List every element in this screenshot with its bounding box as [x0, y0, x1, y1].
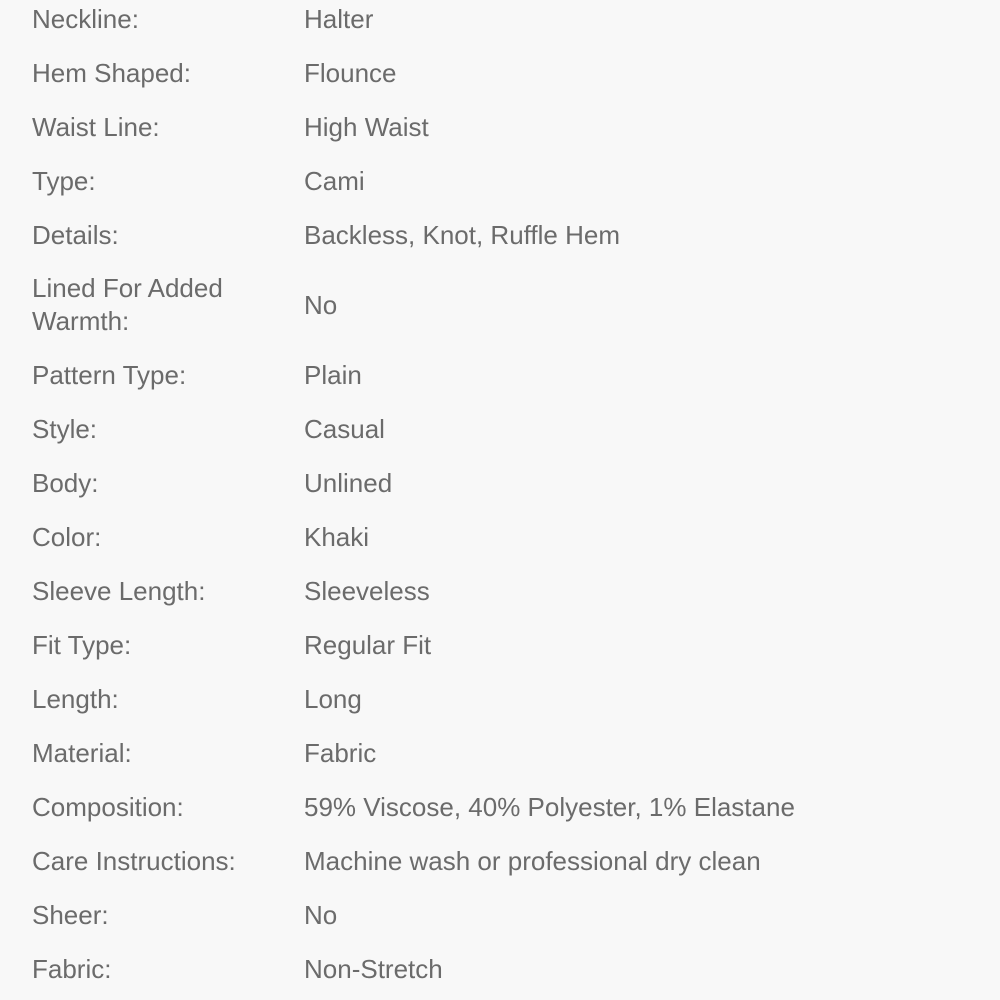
- spec-row-style: [32, 402, 972, 456]
- spec-row-material: [32, 726, 972, 780]
- spec-value: Sleeveless: [304, 575, 430, 606]
- spec-row-sheer: [32, 888, 972, 942]
- spec-row-waist-line: [32, 100, 972, 154]
- spec-value: Non-Stretch: [304, 953, 443, 984]
- spec-value: No: [304, 899, 338, 930]
- spec-label: Sleeve Length:: [32, 575, 206, 606]
- spec-value: Fabric: [304, 737, 377, 768]
- spec-label: Composition:: [32, 791, 184, 822]
- spec-label: Material:: [32, 737, 132, 768]
- spec-row-fit-type: [32, 618, 972, 672]
- spec-row-care-instructions: [32, 834, 972, 888]
- product-specs-list: [32, 0, 972, 996]
- spec-value: Flounce: [304, 57, 397, 88]
- spec-label: Neckline:: [32, 3, 139, 34]
- spec-label: Body:: [32, 467, 99, 498]
- spec-label: Hem Shaped:: [32, 57, 191, 88]
- spec-row-details: [32, 208, 972, 262]
- spec-value: Backless, Knot, Ruffle Hem: [304, 219, 620, 250]
- spec-value: Long: [304, 683, 362, 714]
- spec-row-type: [32, 154, 972, 208]
- spec-row-neckline: [32, 0, 972, 46]
- spec-row-composition: [32, 780, 972, 834]
- spec-value: 59% Viscose, 40% Polyester, 1% Elastane: [304, 791, 795, 822]
- spec-value: Regular Fit: [304, 629, 432, 660]
- spec-label: Pattern Type:: [32, 359, 187, 390]
- spec-value: Casual: [304, 413, 385, 444]
- spec-label: Waist Line:: [32, 111, 160, 142]
- spec-value: Halter: [304, 3, 374, 34]
- spec-row-lined-for-added-warmth: [32, 262, 972, 348]
- spec-value: Plain: [304, 359, 362, 390]
- spec-label: Fabric:: [32, 953, 112, 984]
- spec-row-hem-shaped: [32, 46, 972, 100]
- spec-row-sleeve-length: [32, 564, 972, 618]
- spec-row-color: [32, 510, 972, 564]
- spec-value: Machine wash or professional dry clean: [304, 845, 761, 876]
- spec-label: Lined For Added Warmth:: [32, 273, 223, 336]
- spec-value: No: [304, 289, 338, 320]
- spec-label: Sheer:: [32, 899, 109, 930]
- spec-label: Details:: [32, 219, 119, 250]
- spec-label: Fit Type:: [32, 629, 132, 660]
- spec-row-length: [32, 672, 972, 726]
- spec-label: Care Instructions:: [32, 845, 236, 876]
- spec-label: Type:: [32, 165, 96, 196]
- spec-row-fabric: [32, 942, 972, 996]
- spec-value: Unlined: [304, 467, 393, 498]
- spec-label: Length:: [32, 683, 119, 714]
- spec-label: Color:: [32, 521, 102, 552]
- spec-row-body: [32, 456, 972, 510]
- spec-row-pattern-type: [32, 348, 972, 402]
- spec-label: Style:: [32, 413, 98, 444]
- spec-value: High Waist: [304, 111, 429, 142]
- spec-value: Cami: [304, 165, 365, 196]
- spec-value: Khaki: [304, 521, 370, 552]
